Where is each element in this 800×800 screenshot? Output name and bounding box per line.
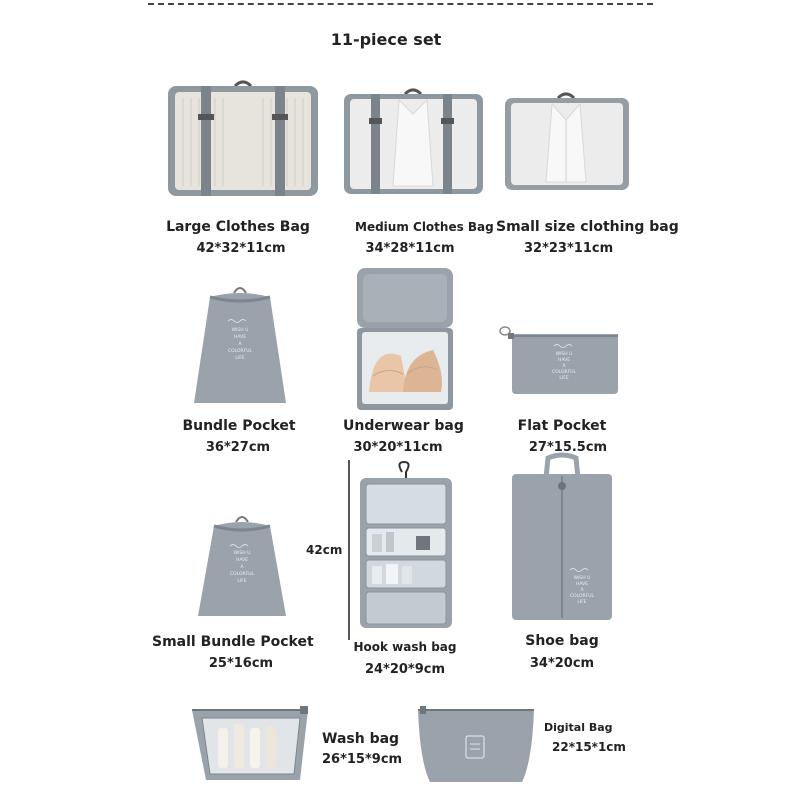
underwear-bag-image [355, 266, 455, 416]
shoe-bag-image [508, 452, 616, 622]
svg-text:COLORFUL: COLORFUL [227, 349, 253, 354]
item-name-medium-clothes-bag: Medium Clothes Bag [355, 220, 494, 234]
item-size-bundle-pocket: 36*27cm [205, 440, 271, 455]
wash-bag-image [188, 704, 312, 782]
svg-text:HAVE: HAVE [575, 582, 589, 587]
flat-pocket-image [498, 320, 622, 396]
item-name-hook-wash-bag: Hook wash bag [353, 640, 457, 654]
item-size-shoe-bag: 34*20cm [529, 656, 595, 671]
small-bundle-pocket-image [194, 512, 290, 618]
small-clothing-bag-image [502, 90, 632, 194]
svg-text:LIFE: LIFE [235, 356, 245, 361]
item-size-hook-wash-bag: 24*20*9cm [364, 662, 446, 677]
item-name-shoe-bag: Shoe bag [525, 633, 599, 649]
item-name-digital-bag: Digital Bag [544, 721, 613, 734]
item-size-large-clothes-bag: 42*32*11cm [196, 241, 286, 256]
item-size-digital-bag: 22*15*1cm [552, 740, 626, 754]
large-clothes-bag-image [165, 78, 321, 200]
svg-text:LIFE: LIFE [237, 579, 247, 584]
item-size-small-bundle-pocket: 25*16cm [208, 656, 274, 671]
svg-text:A: A [240, 565, 244, 570]
svg-text:LIFE: LIFE [577, 600, 587, 605]
item-name-small-bundle-pocket: Small Bundle Pocket [152, 634, 314, 650]
svg-text:COLORFUL: COLORFUL [551, 370, 577, 375]
svg-text:WISH U: WISH U [231, 328, 249, 333]
svg-text:HAVE: HAVE [233, 335, 247, 340]
page-title: 11-piece set [330, 30, 442, 49]
item-name-small-clothing-bag: Small size clothing bag [496, 219, 679, 235]
item-name-underwear-bag: Underwear bag [343, 418, 464, 434]
svg-text:WISH U: WISH U [573, 576, 591, 581]
item-name-bundle-pocket: Bundle Pocket [182, 418, 296, 434]
hook-bag-height-label: 42cm [306, 543, 343, 557]
svg-text:COLORFUL: COLORFUL [569, 594, 595, 599]
svg-text:LIFE: LIFE [559, 376, 569, 381]
hook-wash-bag-image [356, 460, 456, 630]
svg-text:HAVE: HAVE [557, 358, 571, 363]
medium-clothes-bag-image [341, 86, 486, 198]
height-measure-line [348, 460, 350, 640]
item-name-wash-bag: Wash bag [322, 731, 400, 747]
svg-text:A: A [580, 588, 584, 593]
item-name-large-clothes-bag: Large Clothes Bag [166, 219, 310, 235]
svg-text:WISH U: WISH U [233, 551, 251, 556]
item-size-wash-bag: 26*15*9cm [322, 752, 403, 767]
item-size-medium-clothes-bag: 34*28*11cm [365, 241, 455, 256]
item-size-flat-pocket: 27*15.5cm [528, 440, 608, 455]
item-size-underwear-bag: 30*20*11cm [353, 440, 443, 455]
item-name-flat-pocket: Flat Pocket [517, 418, 607, 434]
svg-text:HAVE: HAVE [235, 558, 249, 563]
digital-bag-image [414, 702, 538, 784]
svg-text:A: A [238, 342, 242, 347]
svg-text:COLORFUL: COLORFUL [229, 572, 255, 577]
item-size-small-clothing-bag: 32*23*11cm [524, 241, 614, 256]
top-dashed-divider [148, 3, 653, 5]
svg-text:WISH U: WISH U [555, 352, 573, 357]
bundle-pocket-image [188, 283, 292, 405]
svg-text:A: A [562, 364, 566, 369]
